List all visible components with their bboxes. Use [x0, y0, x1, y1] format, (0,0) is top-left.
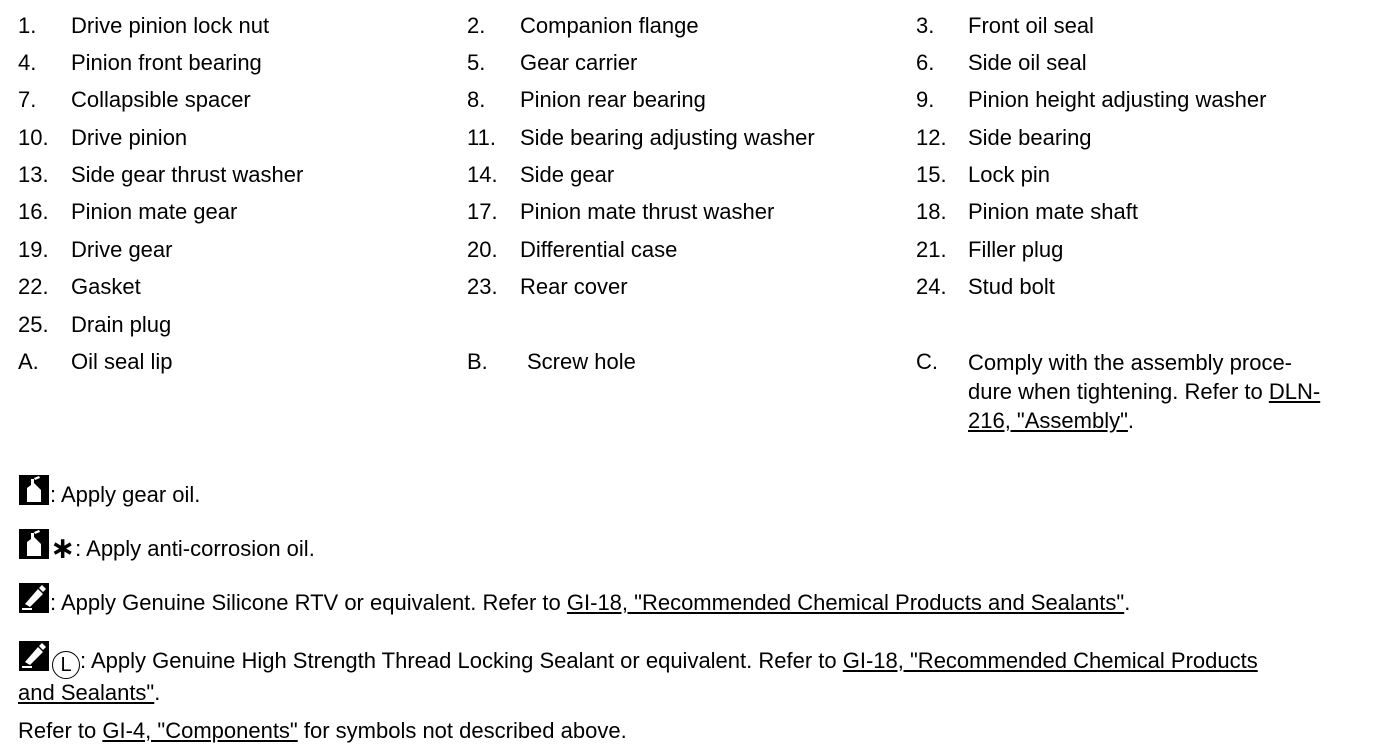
- symbol-text: : Apply gear oil.: [50, 482, 201, 507]
- symbol-text: : Apply Genuine High Strength Thread Locking Sealant or equivalent. Refer to: [80, 648, 843, 673]
- item-label: Side bearing adjusting washer: [520, 125, 815, 150]
- item-label: Pinion mate gear: [71, 199, 238, 224]
- item-label: Side gear thrust washer: [71, 162, 304, 187]
- legend-row: [0, 11, 1376, 41]
- item-number: 3.: [916, 13, 935, 38]
- item-label: Oil seal lip: [71, 349, 173, 374]
- item-number: 24.: [916, 274, 947, 299]
- item-label: Lock pin: [968, 162, 1050, 187]
- symbol-text: : Apply anti-corrosion oil.: [75, 536, 315, 561]
- dln-216-assembly-link[interactable]: DLN-: [1268, 379, 1321, 404]
- item-label: Pinion front bearing: [71, 50, 262, 75]
- item-label: Side bearing: [968, 125, 1092, 150]
- item-label: Pinion mate thrust washer: [520, 199, 775, 224]
- item-label: Pinion height adjusting washer: [968, 87, 1267, 112]
- item-number: 2.: [467, 13, 486, 38]
- item-label: Pinion rear bearing: [520, 87, 706, 112]
- gi-18-link-cont[interactable]: and Sealants": [18, 680, 155, 705]
- sealant-tube-icon: [18, 640, 50, 680]
- item-number: 19.: [18, 237, 49, 262]
- item-number: 20.: [467, 237, 498, 262]
- item-c-line2: dure when tightening. Refer to DLN-: [968, 379, 1321, 404]
- symbol-thread-locking-cont: and Sealants".: [18, 680, 161, 705]
- asterisk-icon: ∗: [50, 532, 76, 565]
- item-number: 10.: [18, 125, 49, 150]
- oil-can-icon: [18, 474, 50, 514]
- item-label: Gasket: [71, 274, 141, 299]
- item-letter: B.: [467, 349, 488, 374]
- gi-18-link[interactable]: GI-18, "Recommended Chemical Products: [842, 648, 1258, 673]
- legend-row: [0, 310, 1376, 340]
- item-label: Stud bolt: [968, 274, 1055, 299]
- legend-row: [0, 48, 1376, 78]
- symbol-text: : Apply Genuine Silicone RTV or equivalent. Refer to: [50, 590, 567, 615]
- item-label: Collapsible spacer: [71, 87, 251, 112]
- item-c-line1: Comply with the assembly proce-: [968, 350, 1293, 375]
- item-number: 16.: [18, 199, 49, 224]
- item-number: 6.: [916, 50, 935, 75]
- gi-4-components-link[interactable]: GI-4, "Components": [102, 718, 298, 743]
- item-c-description: [968, 348, 1368, 435]
- sealant-tube-icon: [18, 582, 50, 622]
- item-label: Drive gear: [71, 237, 173, 262]
- legend-row: [0, 197, 1376, 227]
- item-label: Drain plug: [71, 312, 172, 337]
- item-number: 7.: [18, 87, 37, 112]
- item-label: Companion flange: [520, 13, 699, 38]
- item-label: Rear cover: [520, 274, 628, 299]
- gi-18-link[interactable]: GI-18, "Recommended Chemical Products and Sealants": [566, 590, 1125, 615]
- item-number: 14.: [467, 162, 498, 187]
- legend-row: [0, 235, 1376, 265]
- item-letter: A.: [18, 349, 39, 374]
- item-label: Filler plug: [968, 237, 1064, 262]
- item-label: Front oil seal: [968, 13, 1094, 38]
- item-letter: C.: [916, 349, 938, 374]
- legend-row: [0, 85, 1376, 115]
- item-number: 8.: [467, 87, 486, 112]
- item-c-line3: 216, "Assembly".: [968, 408, 1135, 433]
- item-number: 13.: [18, 162, 49, 187]
- item-label: Pinion mate shaft: [968, 199, 1138, 224]
- item-label: Side gear: [520, 162, 615, 187]
- item-number: 18.: [916, 199, 947, 224]
- footer-note: Refer to GI-4, "Components" for symbols not described above.: [18, 718, 627, 743]
- item-number: 5.: [467, 50, 486, 75]
- legend-row: [0, 123, 1376, 153]
- item-number: 12.: [916, 125, 947, 150]
- symbol-gear-oil: [18, 474, 200, 514]
- item-number: 21.: [916, 237, 947, 262]
- item-label: Drive pinion lock nut: [71, 13, 270, 38]
- item-number: 9.: [916, 87, 935, 112]
- legend-row: [0, 160, 1376, 190]
- item-label: Drive pinion: [71, 125, 188, 150]
- item-label: Gear carrier: [520, 50, 638, 75]
- item-number: 1.: [18, 13, 37, 38]
- circled-l-icon: L: [52, 651, 80, 679]
- legend-row: [0, 272, 1376, 302]
- item-number: 15.: [916, 162, 947, 187]
- item-number: 23.: [467, 274, 498, 299]
- symbol-silicone: : Apply Genuine Silicone RTV or equivalent. Refer to GI-18, "Recommended Chemical Products and Sealants".: [18, 582, 1130, 622]
- item-number: 25.: [18, 312, 49, 337]
- item-number: 4.: [18, 50, 37, 75]
- item-number: 11.: [467, 125, 496, 150]
- item-number: 17.: [467, 199, 498, 224]
- item-label: Side oil seal: [968, 50, 1087, 75]
- item-label: Differential case: [520, 237, 678, 262]
- symbol-thread-locking: [18, 640, 1258, 680]
- item-label: Screw hole: [527, 349, 636, 374]
- symbol-anti-corrosion: [18, 528, 315, 568]
- oil-can-icon: [18, 528, 50, 568]
- item-number: 22.: [18, 274, 49, 299]
- dln-216-assembly-link-cont[interactable]: 216, "Assembly": [968, 408, 1128, 433]
